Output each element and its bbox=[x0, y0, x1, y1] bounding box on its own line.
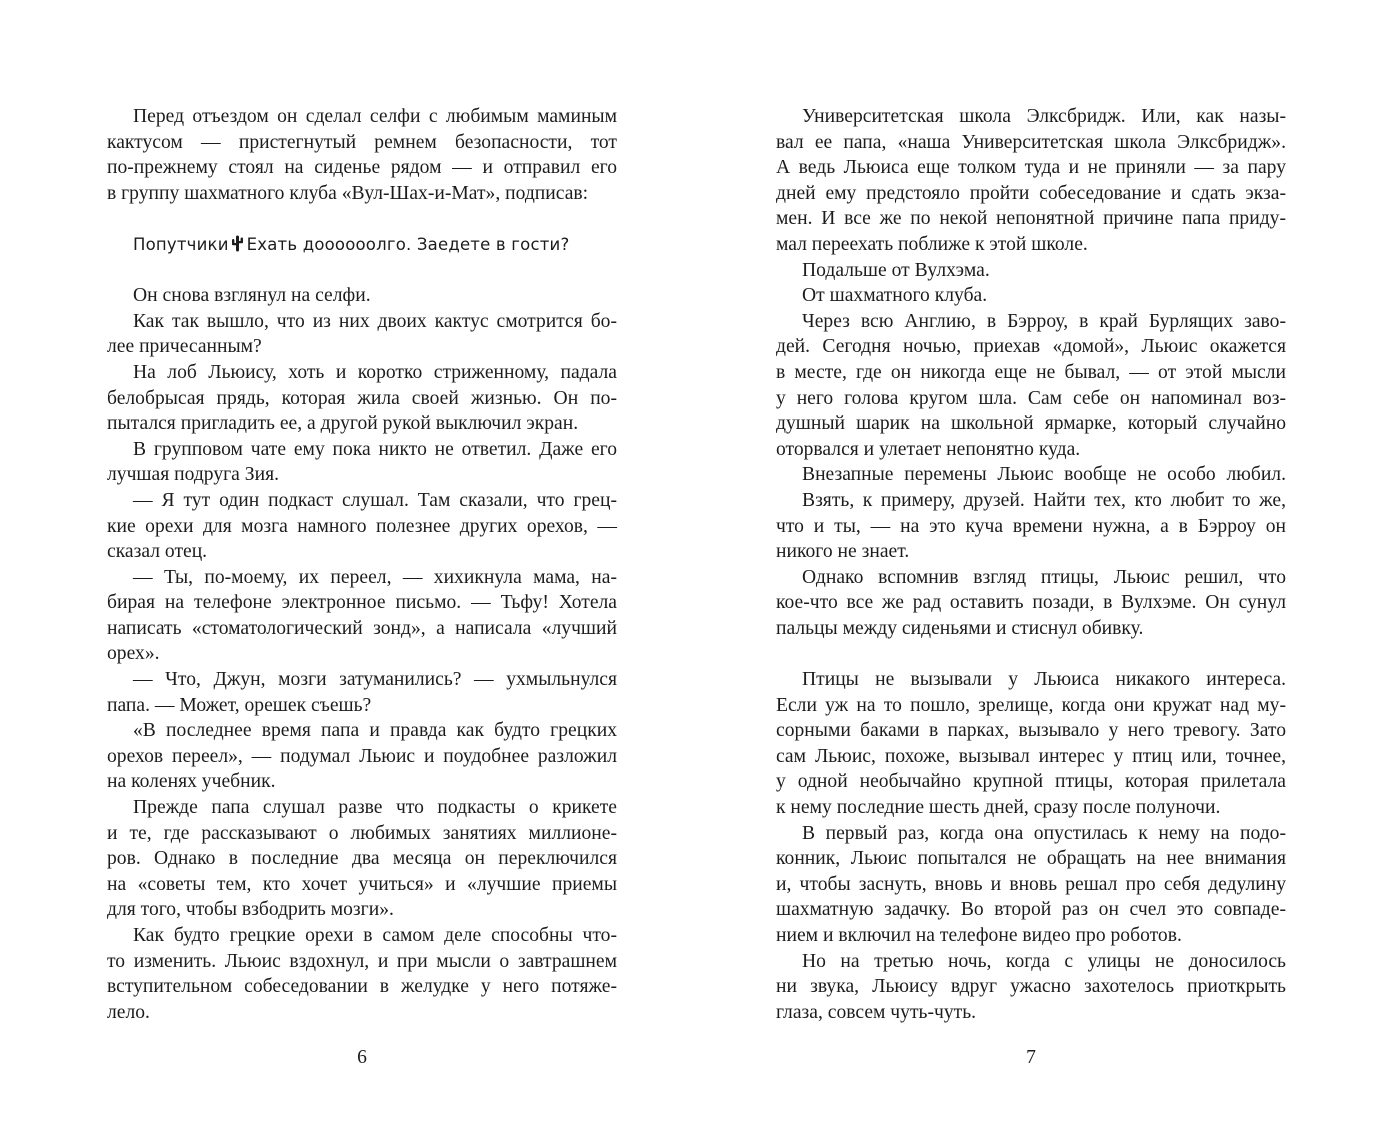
text-line: у него голова кругом шла. Сам себе он напоминал воз- bbox=[776, 387, 1286, 409]
text-line: лее причесанным? bbox=[107, 336, 262, 358]
text-line: написать «стоматологический зонд», а написала «лучший bbox=[107, 617, 617, 639]
text-line: и те, где рассказывают о любимых занятиях миллионе- bbox=[107, 822, 617, 844]
text-line: — Ты, по-моему, их переел, — хихикнула мама, на- bbox=[133, 566, 617, 588]
text-line: От шахматного клуба. bbox=[802, 285, 988, 307]
text-line: дней ему предстояло пройти собеседование и сдать экза- bbox=[776, 182, 1286, 204]
text-line: конник, Льюис попытался не обращать на нее внимания bbox=[776, 848, 1286, 870]
text-line: к нему последние шесть дней, сразу после полуночи. bbox=[776, 797, 1221, 819]
text-line: Подальше от Вулхэма. bbox=[802, 259, 990, 281]
text-line: на «советы тем, кто хочет учиться» и «лучшие приемы bbox=[107, 873, 617, 895]
text-line: сорными баками в парках, вызывало у него тревогу. Зато bbox=[776, 720, 1286, 742]
text-line: то изменить. Льюис вздохнул, и при мысли о завтрашнем bbox=[107, 950, 617, 972]
text-line: Он снова взглянул на селфи. bbox=[133, 285, 371, 307]
chat-message-prefix: Попутчики bbox=[133, 234, 229, 254]
text-line: А ведь Льюиса еще толком туда и не приняли — за пару bbox=[776, 157, 1286, 179]
text-line: пальцы между сиденьями и стиснул обивку. bbox=[776, 617, 1144, 639]
cactus-icon bbox=[231, 235, 244, 252]
chat-message-line bbox=[107, 232, 617, 258]
text-line: Однако вспомнив взгляд птицы, Льюис решил, что bbox=[802, 566, 1286, 588]
text-line: — Я тут один подкаст слушал. Там сказали, что грец- bbox=[133, 489, 617, 511]
text-line: мен. И все же по некой непонятной причине папа приду- bbox=[776, 208, 1286, 230]
text-line: Птицы не вызывали у Льюиса никакого интереса. bbox=[802, 669, 1286, 691]
text-line: душный шарик на школьной ярмарке, который случайно bbox=[776, 413, 1286, 435]
text-line: Взять, к примеру, друзей. Найти тех, кто любит то же, bbox=[802, 489, 1286, 511]
text-line: шахматную задачку. Во второй раз он счел это совпаде- bbox=[776, 899, 1286, 921]
text-line: кактусом — пристегнутый ремнем безопасности, тот bbox=[107, 131, 617, 153]
text-line: пытался пригладить ее, а другой рукой выключил экран. bbox=[107, 413, 579, 435]
text-line: орех». bbox=[107, 643, 160, 665]
text-line: глаза, совсем чуть-чуть. bbox=[776, 1001, 977, 1023]
paragraph-gap bbox=[107, 258, 617, 284]
text-line: для того, чтобы взбодрить мозги». bbox=[107, 899, 394, 921]
text-line: Через всю Англию, в Бэрроу, в край Бурлящих заво- bbox=[802, 310, 1286, 332]
text-line: ров. Однако в последние два месяца он переключился bbox=[107, 848, 617, 870]
text-line: кое-что все же рад оставить позади, в Вулхэме. Он сунул bbox=[776, 592, 1286, 614]
text-line: по-прежнему стоял на сиденье рядом — и отправил его bbox=[107, 157, 617, 179]
right-page-text bbox=[776, 104, 1286, 1025]
left-page-number: 6 bbox=[357, 1047, 367, 1068]
right-page bbox=[696, 0, 1392, 1125]
text-line: сказал отец. bbox=[107, 541, 208, 563]
text-line: нием и включил на телефоне видео про роботов. bbox=[776, 925, 1182, 946]
text-line: в группу шахматного клуба «Вул-Шах-и-Мат», подписав: bbox=[107, 182, 589, 204]
text-line: «В последнее время папа и правда как будто грецких bbox=[133, 720, 617, 742]
text-line: папа. — Может, орешек съешь? bbox=[107, 694, 372, 716]
text-line: В первый раз, когда она опустилась к нему на подо- bbox=[802, 822, 1286, 844]
text-line: Перед отъездом он сделал селфи с любимым маминым bbox=[133, 106, 617, 127]
text-line: Но на третью ночь, когда с улицы не доносилось bbox=[802, 950, 1286, 972]
text-line: орехов переел», — подумал Льюис и поудобнее разложил bbox=[107, 745, 617, 767]
text-line: что и ты, — на это куча времени нужна, а в Бэрроу он bbox=[776, 515, 1286, 537]
left-page-text bbox=[107, 104, 617, 1025]
text-line: Если уж на то пошло, зрелище, когда они кружат над му- bbox=[776, 694, 1286, 716]
chat-message-text: Ехать доооооолго. Заедете в гости? bbox=[246, 234, 570, 254]
text-line: мал переехать поближе к этой школе. bbox=[776, 233, 1088, 255]
text-line: лело. bbox=[107, 1001, 150, 1023]
text-line: вал ее папа, «наша Университетская школа Элксбридж». bbox=[776, 131, 1286, 153]
paragraph-gap bbox=[776, 641, 1286, 667]
text-line: в месте, где он никогда еще не бывал, — от этой мысли bbox=[776, 361, 1286, 383]
text-line: В групповом чате ему пока никто не ответил. Даже его bbox=[133, 438, 617, 460]
text-line: дей. Сегодня ночью, приехав «домой», Льюис окажется bbox=[776, 336, 1286, 358]
text-line: сам Льюис, похоже, вызывал интерес у птиц или, точнее, bbox=[776, 745, 1286, 767]
text-line: кие орехи для мозга намного полезнее других орехов, — bbox=[107, 515, 617, 537]
text-line: Как так вышло, что из них двоих кактус смотрится бо- bbox=[133, 310, 617, 332]
text-line: вступительном собеседовании в желудке у него потяже- bbox=[107, 976, 617, 998]
text-line: Как будто грецкие орехи в самом деле способны что- bbox=[133, 925, 617, 946]
right-page-number: 7 bbox=[1026, 1047, 1036, 1068]
text-line: Университетская школа Элксбридж. Или, как назы- bbox=[802, 106, 1286, 127]
text-line: оторвался и улетает непонятно куда. bbox=[776, 438, 1081, 460]
paragraph-gap bbox=[107, 206, 617, 232]
text-line: у одной необычайно крупной птицы, которая прилетала bbox=[776, 771, 1286, 793]
text-line: Внезапные перемены Льюис вообще не особо любил. bbox=[802, 464, 1286, 486]
text-line: На лоб Льюису, хоть и коротко стриженному, падала bbox=[133, 361, 617, 383]
text-line: ни звука, Льюису вдруг ужасно захотелось приоткрыть bbox=[776, 976, 1286, 998]
text-line: — Что, Джун, мозги затуманились? — ухмыльнулся bbox=[133, 669, 617, 691]
text-line: лучшая подруга Зия. bbox=[107, 464, 279, 486]
text-line: бирая на телефоне электронное письмо. — Тьфу! Хотела bbox=[107, 592, 617, 614]
text-line: на коленях учебник. bbox=[107, 771, 276, 793]
text-line: Прежде папа слушал разве что подкасты о крикете bbox=[133, 797, 617, 819]
text-line: и, чтобы заснуть, вновь и вновь решал про себя дедулину bbox=[776, 873, 1286, 895]
text-line: белобрысая прядь, которая жила своей жизнью. Он по- bbox=[107, 387, 617, 409]
text-line: никого не знает. bbox=[776, 541, 910, 563]
